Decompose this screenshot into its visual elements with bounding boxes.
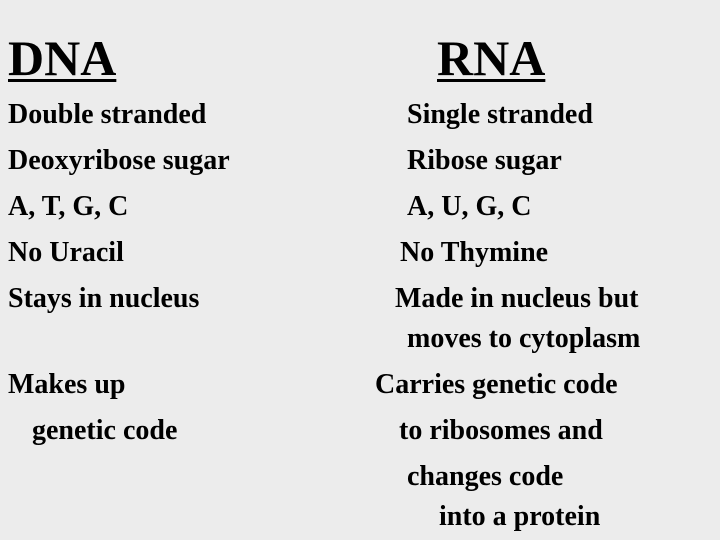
rna-item: Made in nucleus but bbox=[395, 283, 639, 314]
rna-item: A, U, G, C bbox=[407, 191, 532, 222]
rna-item: changes code bbox=[407, 461, 564, 492]
rna-item: into a protein bbox=[439, 501, 601, 532]
dna-heading: DNA bbox=[8, 30, 117, 86]
dna-item: Makes up bbox=[8, 369, 126, 400]
rna-item: to ribosomes and bbox=[399, 415, 603, 446]
rna-item: moves to cytoplasm bbox=[407, 323, 641, 354]
dna-item: No Uracil bbox=[8, 237, 124, 268]
dna-item: genetic code bbox=[32, 415, 178, 446]
dna-item: Double stranded bbox=[8, 99, 207, 130]
dna-item: A, T, G, C bbox=[8, 191, 129, 222]
rna-item: Single stranded bbox=[407, 99, 593, 130]
rna-item: Ribose sugar bbox=[407, 145, 562, 176]
dna-item: Stays in nucleus bbox=[8, 283, 200, 314]
rna-item: No Thymine bbox=[400, 237, 549, 268]
rna-item: Carries genetic code bbox=[375, 369, 618, 400]
dna-item: Deoxyribose sugar bbox=[8, 145, 230, 176]
rna-heading: RNA bbox=[437, 30, 546, 86]
